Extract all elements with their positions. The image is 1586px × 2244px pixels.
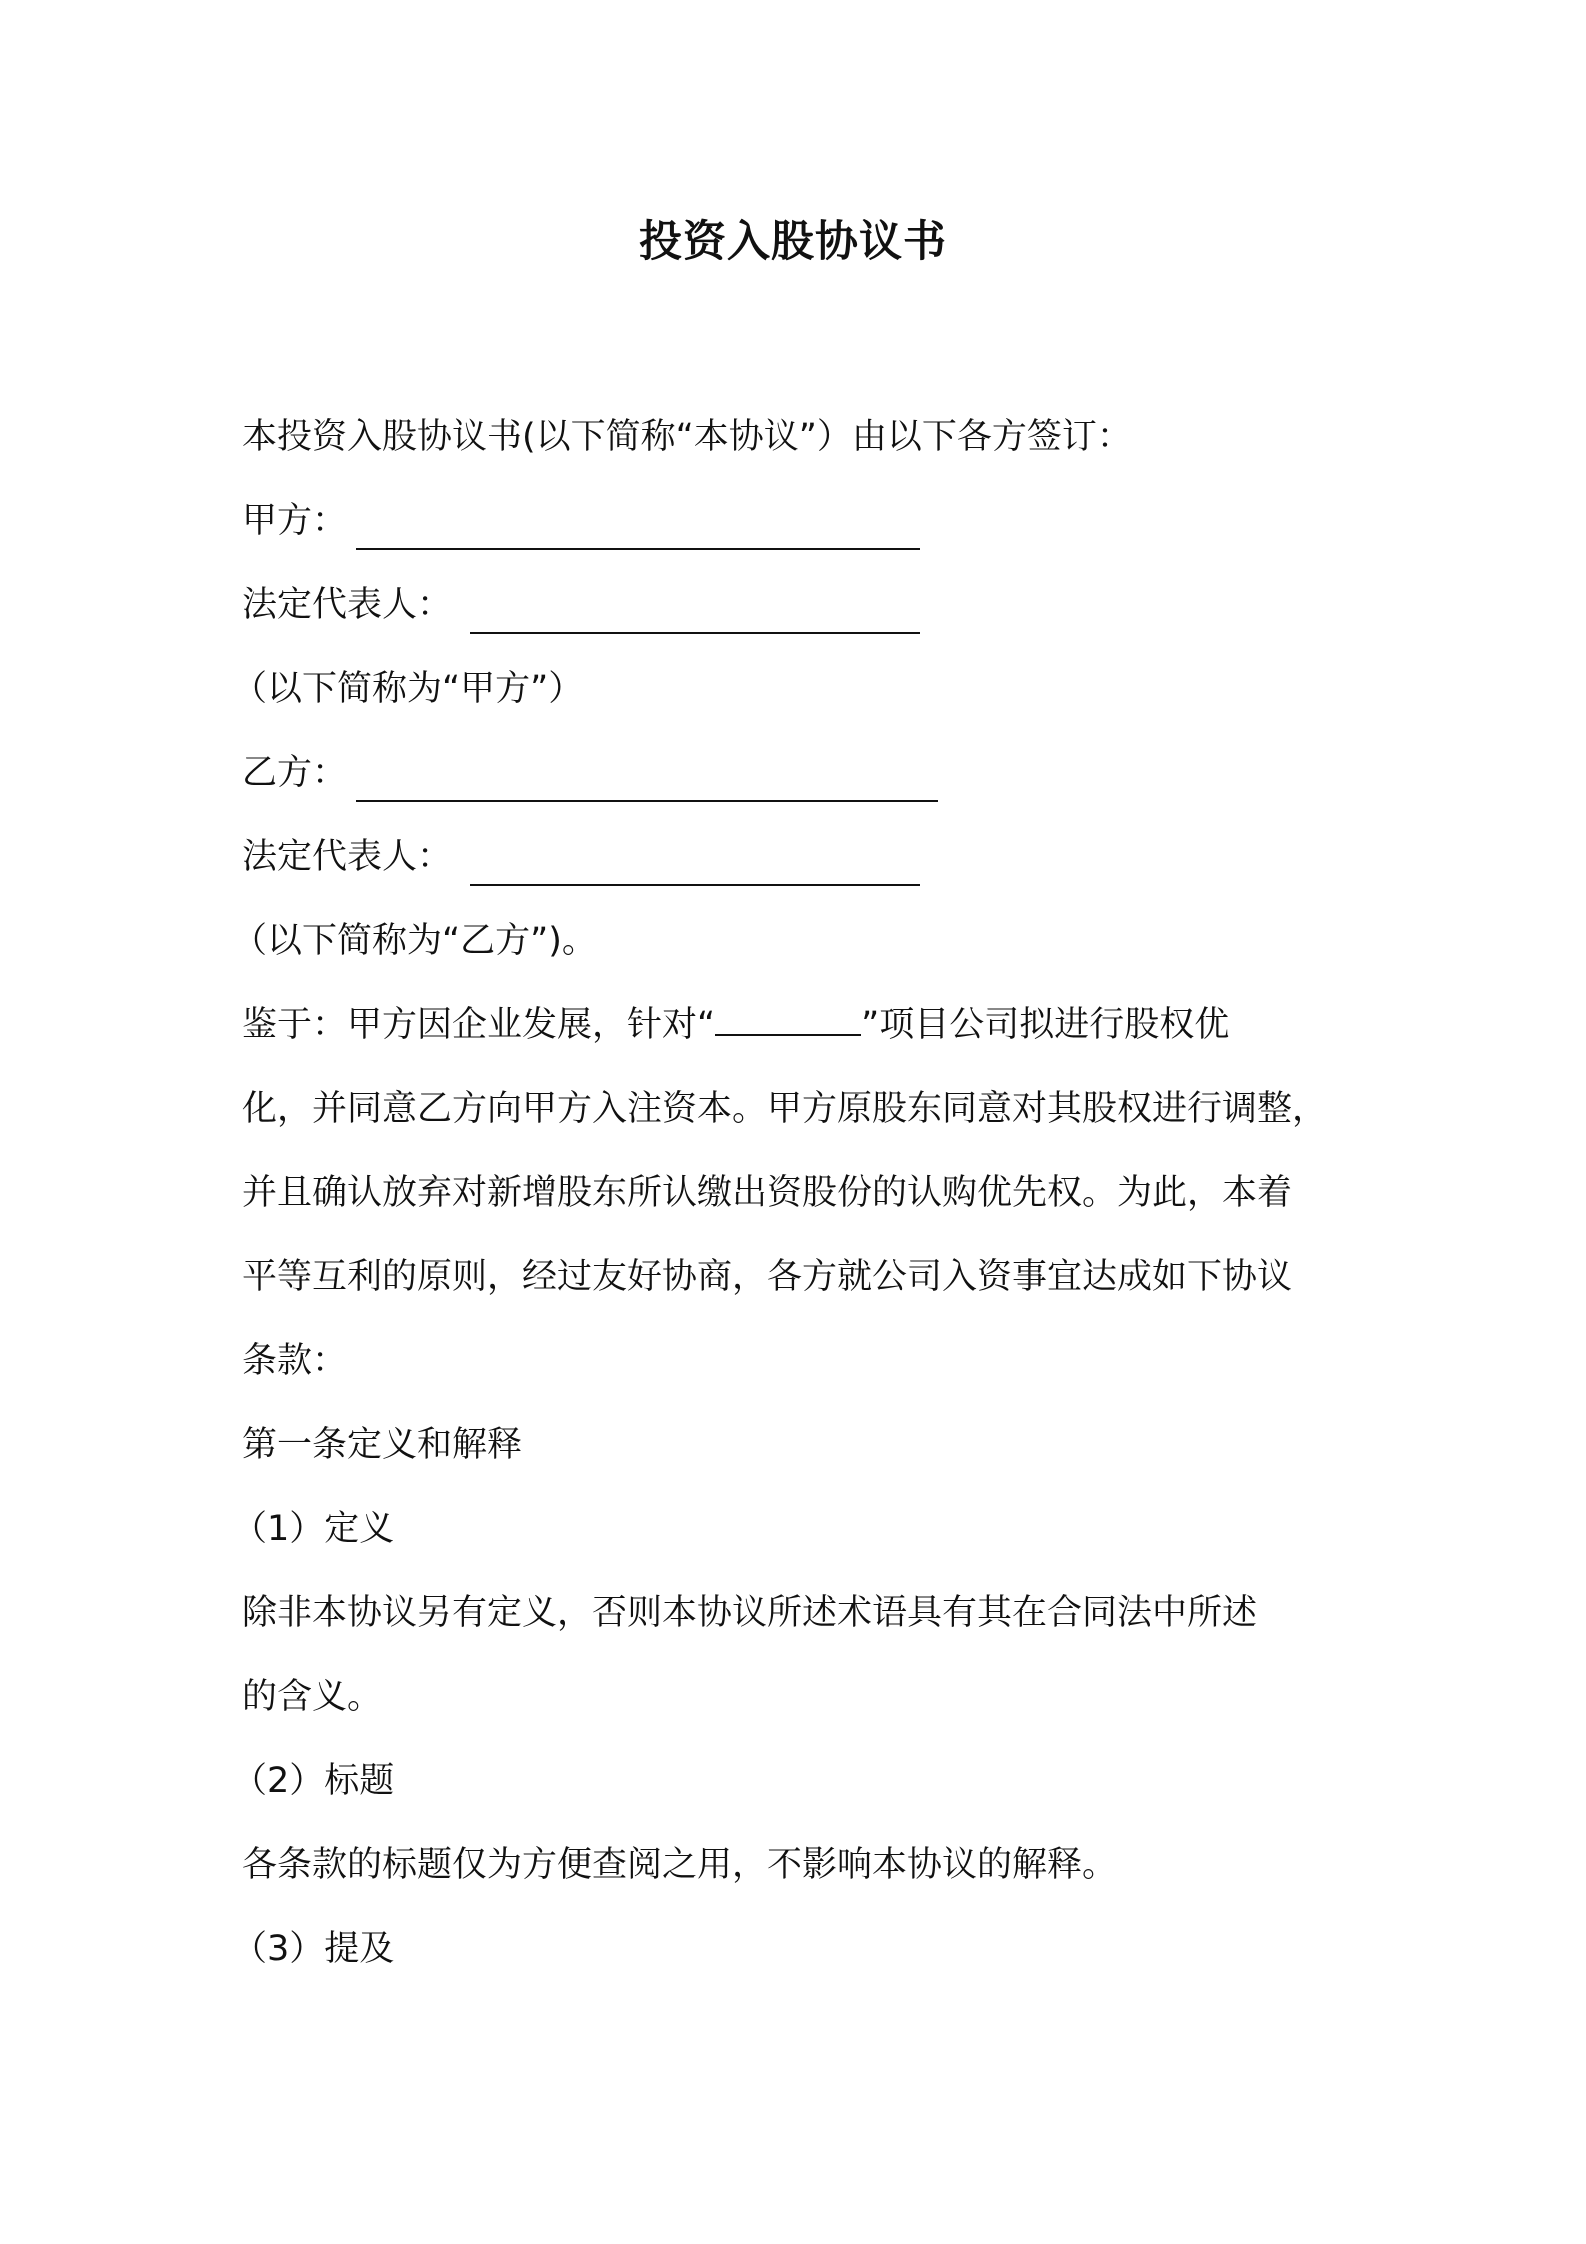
recital-line-2: 化，并同意乙方向甲方入注资本。甲方原股东同意对其股权进行调整， bbox=[242, 1089, 1328, 1129]
recital-line-5: 条款： bbox=[242, 1341, 348, 1381]
party-b-rep-label: 法定代表人： bbox=[242, 837, 453, 877]
recital-line-1-end: ”项目公司拟进行股权优 bbox=[861, 1005, 1230, 1045]
party-a-label: 甲方： bbox=[242, 501, 348, 541]
document-title: 投资入股协议书 bbox=[639, 217, 947, 267]
section-1-body-line-1: 除非本协议另有定义，否则本协议所述术语具有其在合同法中所述 bbox=[242, 1593, 1258, 1633]
party-b-alias: （以下简称为“乙方”)。 bbox=[232, 921, 597, 961]
section-2-body: 各条款的标题仅为方便查阅之用，不影响本协议的解释。 bbox=[242, 1845, 1118, 1885]
section-3-heading: （3）提及 bbox=[232, 1929, 395, 1969]
recital-line-1-start: 鉴于：甲方因企业发展，针对“ bbox=[242, 1005, 716, 1045]
recital-line-3: 并且确认放弃对新增股东所认缴出资股份的认购优先权。为此，本着 bbox=[242, 1173, 1293, 1213]
party-b-blank[interactable] bbox=[356, 800, 938, 802]
article-1-heading: 第一条定义和解释 bbox=[242, 1425, 523, 1465]
section-1-body-line-2: 的含义。 bbox=[242, 1677, 383, 1717]
party-a-rep-blank[interactable] bbox=[470, 632, 920, 634]
party-b-rep-blank[interactable] bbox=[470, 884, 920, 886]
recital-line-1 bbox=[242, 1000, 1229, 1050]
party-a-alias: （以下简称为“甲方”） bbox=[232, 669, 584, 709]
project-name-blank[interactable] bbox=[715, 1000, 861, 1036]
section-1-heading: （1）定义 bbox=[232, 1509, 395, 1549]
party-b-label: 乙方： bbox=[242, 753, 348, 793]
party-a-rep-label: 法定代表人： bbox=[242, 585, 453, 625]
recital-line-4: 平等互利的原则，经过友好协商，各方就公司入资事宜达成如下协议 bbox=[242, 1257, 1293, 1297]
party-a-blank[interactable] bbox=[356, 548, 920, 550]
section-2-heading: （2）标题 bbox=[232, 1761, 395, 1801]
intro-text: 本投资入股协议书(以下简称“本协议”）由以下各方签订： bbox=[242, 417, 1132, 457]
